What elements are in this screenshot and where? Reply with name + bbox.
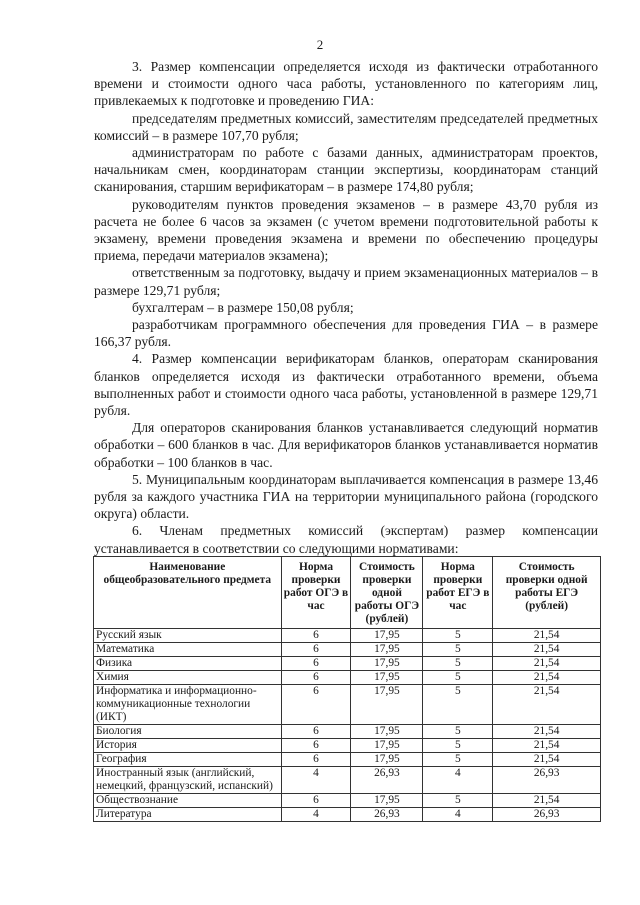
table-row	[94, 629, 601, 643]
cell-oge-cost: 17,95	[351, 725, 423, 739]
cell-ege-norm: 5	[423, 794, 493, 808]
cell-oge-norm: 6	[281, 657, 351, 671]
cell-ege-cost: 21,54	[493, 629, 601, 643]
cell-ege-norm: 5	[423, 725, 493, 739]
cell-ege-norm: 4	[423, 808, 493, 822]
cell-oge-norm: 6	[281, 725, 351, 739]
cell-ege-norm: 5	[423, 629, 493, 643]
paragraph-4-verifiers: 4. Размер компенсации верификаторам бланков, операторам сканирования бланков определяется исходя из фактически отработанного времени, объема выполненных работ и стоимости одного часа работы, установленной в размере 129,71 рубля.	[94, 351, 598, 419]
cell-ege-cost: 26,93	[493, 808, 601, 822]
cell-oge-norm: 6	[281, 671, 351, 685]
cell-ege-cost: 21,54	[493, 739, 601, 753]
cell-subject: Физика	[94, 657, 282, 671]
header-ege-cost: Стоимость проверки одной работы ЕГЭ (рублей)	[493, 557, 601, 629]
cell-ege-norm: 5	[423, 739, 493, 753]
table-row	[94, 753, 601, 767]
table-row	[94, 643, 601, 657]
cell-oge-norm: 6	[281, 643, 351, 657]
cell-subject: Химия	[94, 671, 282, 685]
table-row	[94, 685, 601, 725]
cell-ege-cost: 21,54	[493, 725, 601, 739]
table-row	[94, 794, 601, 808]
cell-oge-norm: 6	[281, 753, 351, 767]
cell-oge-cost: 17,95	[351, 657, 423, 671]
paragraph-chairmen: председателям предметных комиссий, заместителям председателей предметных комиссий – в размере 107,70 рубля;	[94, 110, 598, 143]
cell-ege-cost: 21,54	[493, 657, 601, 671]
table-body	[94, 629, 601, 822]
table-row	[94, 657, 601, 671]
cell-oge-cost: 17,95	[351, 794, 423, 808]
cell-ege-cost: 26,93	[493, 767, 601, 794]
cell-ege-norm: 5	[423, 643, 493, 657]
cell-ege-cost: 21,54	[493, 685, 601, 725]
cell-ege-norm: 5	[423, 753, 493, 767]
cell-subject: География	[94, 753, 282, 767]
header-ege-norm: Норма проверки работ ЕГЭ в час	[423, 557, 493, 629]
cell-oge-cost: 17,95	[351, 643, 423, 657]
cell-oge-cost: 17,95	[351, 685, 423, 725]
cell-oge-norm: 4	[281, 808, 351, 822]
cell-ege-norm: 4	[423, 767, 493, 794]
cell-oge-norm: 6	[281, 629, 351, 643]
paragraph-materials: ответственным за подготовку, выдачу и прием экзаменационных материалов – в размере 129,71 рубля;	[94, 265, 598, 298]
paragraph-administrators: администраторам по работе с базами данных, администраторам проектов, начальникам смен, координаторам станции экспертизы, координаторам станций сканирования, старшим верификаторам – в размере 174,80 рубля;	[94, 145, 598, 195]
cell-oge-norm: 6	[281, 794, 351, 808]
cell-oge-cost: 17,95	[351, 671, 423, 685]
cell-oge-norm: 6	[281, 739, 351, 753]
paragraph-5-coordinators: 5. Муниципальным координаторам выплачивается компенсация в размере 13,46 рубля за каждого участника ГИА на территории муниципального района (городского округа) области.	[94, 471, 598, 522]
cell-subject: Литература	[94, 808, 282, 822]
cell-subject: Иностранный язык (английский, немецкий, французский, испанский)	[94, 767, 282, 794]
cell-oge-norm: 4	[281, 767, 351, 794]
norms-table	[93, 556, 601, 822]
cell-ege-norm: 5	[423, 657, 493, 671]
paragraph-exam-heads: руководителям пунктов проведения экзаменов – в размере 43,70 рубля из расчета не более 6 часов за экзамен (с учетом времени подготовительной работы к экзамену, времени проведения экзамена и времени по обеспечению процедуры приема, передачи материалов экзамена);	[94, 196, 598, 264]
cell-subject: Биология	[94, 725, 282, 739]
cell-oge-cost: 26,93	[351, 767, 423, 794]
paragraph-developers: разработчикам программного обеспечения для проведения ГИА – в размере 166,37 рубля.	[94, 317, 598, 350]
cell-ege-cost: 21,54	[493, 794, 601, 808]
paragraph-scanning-norms: Для операторов сканирования бланков устанавливается следующий норматив обработки – 600 бланков в час. Для верификаторов бланков устанавливается норматив обработки – 100 бланков в час.	[94, 420, 598, 470]
table-row	[94, 767, 601, 794]
cell-ege-norm: 5	[423, 671, 493, 685]
cell-ege-cost: 21,54	[493, 671, 601, 685]
cell-subject: Обществознание	[94, 794, 282, 808]
cell-ege-cost: 21,54	[493, 753, 601, 767]
paragraph-3-intro: 3. Размер компенсации определяется исходя из фактически отработанного времени и стоимости одного часа работы, установленного по категориям лиц, привлекаемых к подготовке и проведению ГИА:	[94, 59, 598, 109]
cell-subject: Русский язык	[94, 629, 282, 643]
header-oge-norm: Норма проверки работ ОГЭ в час	[281, 557, 351, 629]
cell-oge-norm: 6	[281, 685, 351, 725]
table-header-row	[94, 557, 601, 629]
paragraph-6-experts: 6. Членам предметных комиссий (экспертам) размер компенсации устанавливается в соответствии со следующими нормативами:	[94, 523, 598, 556]
cell-subject: Математика	[94, 643, 282, 657]
cell-subject: История	[94, 739, 282, 753]
paragraph-accountants: бухгалтерам – в размере 150,08 рубля;	[132, 299, 354, 315]
cell-oge-cost: 26,93	[351, 808, 423, 822]
table-row	[94, 725, 601, 739]
page-number: 2	[316, 37, 324, 52]
table-row	[94, 671, 601, 685]
table-row	[94, 739, 601, 753]
document-body	[94, 58, 598, 557]
header-subject: Наименование общеобразовательного предмета	[94, 557, 282, 629]
cell-subject: Информатика и информационно-коммуникационные технологии (ИКТ)	[94, 685, 282, 725]
cell-ege-norm: 5	[423, 685, 493, 725]
cell-oge-cost: 17,95	[351, 739, 423, 753]
header-oge-cost: Стоимость проверки одной работы ОГЭ (рублей)	[351, 557, 423, 629]
cell-oge-cost: 17,95	[351, 753, 423, 767]
cell-ege-cost: 21,54	[493, 643, 601, 657]
table-row	[94, 808, 601, 822]
cell-oge-cost: 17,95	[351, 629, 423, 643]
